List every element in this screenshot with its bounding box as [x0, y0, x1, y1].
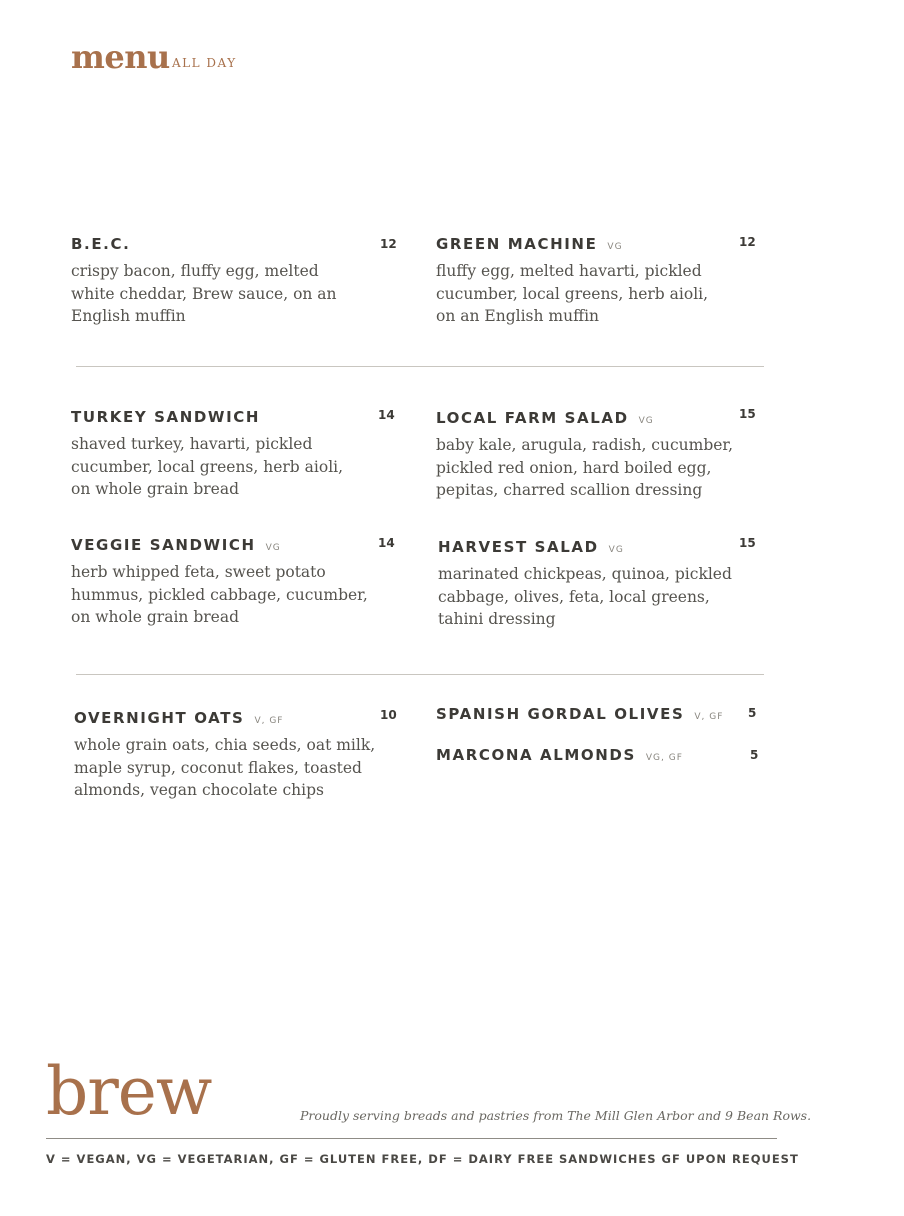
menu-title: menu [71, 38, 170, 76]
item-price: 14 [378, 408, 395, 422]
menu-item [436, 746, 766, 764]
item-description: marinated chickpeas, quinoa, pickled cabbage, olives, feta, local greens, tahini dressing [438, 565, 732, 628]
menu-item [436, 409, 766, 502]
section-divider [76, 366, 764, 367]
brew-logo: brew [46, 1053, 212, 1130]
item-description: fluffy egg, melted havarti, pickled cucumber, local greens, herb aioli, on an English muffin [436, 262, 709, 325]
item-name: OVERNIGHT OATS [74, 709, 245, 727]
item-price: 15 [739, 407, 756, 421]
footer-tagline: Proudly serving breads and pastries from The Mill Glen Arbor and 9 Bean Rows. [300, 1108, 812, 1123]
menu-item [74, 709, 404, 802]
footer-divider [46, 1138, 777, 1139]
item-name: GREEN MACHINE [436, 235, 598, 253]
dietary-tag: VG, GF [645, 753, 683, 763]
section-divider [76, 674, 764, 675]
dietary-tag: VG [265, 543, 281, 553]
menu-item [71, 235, 401, 328]
item-price: 5 [750, 748, 759, 762]
menu-item [436, 235, 766, 328]
item-name: VEGGIE SANDWICH [71, 536, 256, 554]
item-name: LOCAL FARM SALAD [436, 409, 629, 427]
item-description: baby kale, arugula, radish, cucumber, pickled red onion, hard boiled egg, pepitas, charred scallion dressing [436, 436, 734, 499]
item-description: shaved turkey, havarti, pickled cucumber, local greens, herb aioli, on whole grain bread [71, 435, 344, 498]
item-name: HARVEST SALAD [438, 538, 599, 556]
dietary-tag: VG [608, 545, 624, 555]
dietary-tag: VG [638, 416, 654, 426]
menu-item [71, 408, 401, 501]
gluten-free-note: SANDWICHES GF UPON REQUEST [559, 1152, 799, 1166]
item-name: SPANISH GORDAL OLIVES [436, 705, 685, 723]
menu-item [71, 536, 401, 629]
item-price: 10 [380, 708, 397, 722]
item-name: MARCONA ALMONDS [436, 746, 636, 764]
item-description: herb whipped feta, sweet potato hummus, pickled cabbage, cucumber, on whole grain bread [71, 563, 368, 626]
item-price: 15 [739, 536, 756, 550]
item-description: crispy bacon, fluffy egg, melted white cheddar, Brew sauce, on an English muffin [71, 262, 337, 325]
dietary-tag: V, GF [254, 716, 284, 726]
item-price: 12 [380, 237, 397, 251]
dietary-legend: V = VEGAN, VG = VEGETARIAN, GF = GLUTEN FREE, DF = DAIRY FREE [46, 1152, 555, 1166]
item-price: 12 [739, 235, 756, 249]
item-price: 14 [378, 536, 395, 550]
item-description: whole grain oats, chia seeds, oat milk, maple syrup, coconut flakes, toasted almonds, vegan chocolate chips [74, 736, 376, 799]
item-price: 5 [748, 706, 757, 720]
item-name: B.E.C. [71, 235, 131, 253]
menu-subtitle: ALL DAY [172, 56, 237, 70]
dietary-tag: V, GF [694, 712, 724, 722]
menu-item [438, 538, 768, 631]
menu-item [436, 705, 766, 723]
item-name: TURKEY SANDWICH [71, 408, 261, 426]
dietary-tag: VG [607, 242, 623, 252]
